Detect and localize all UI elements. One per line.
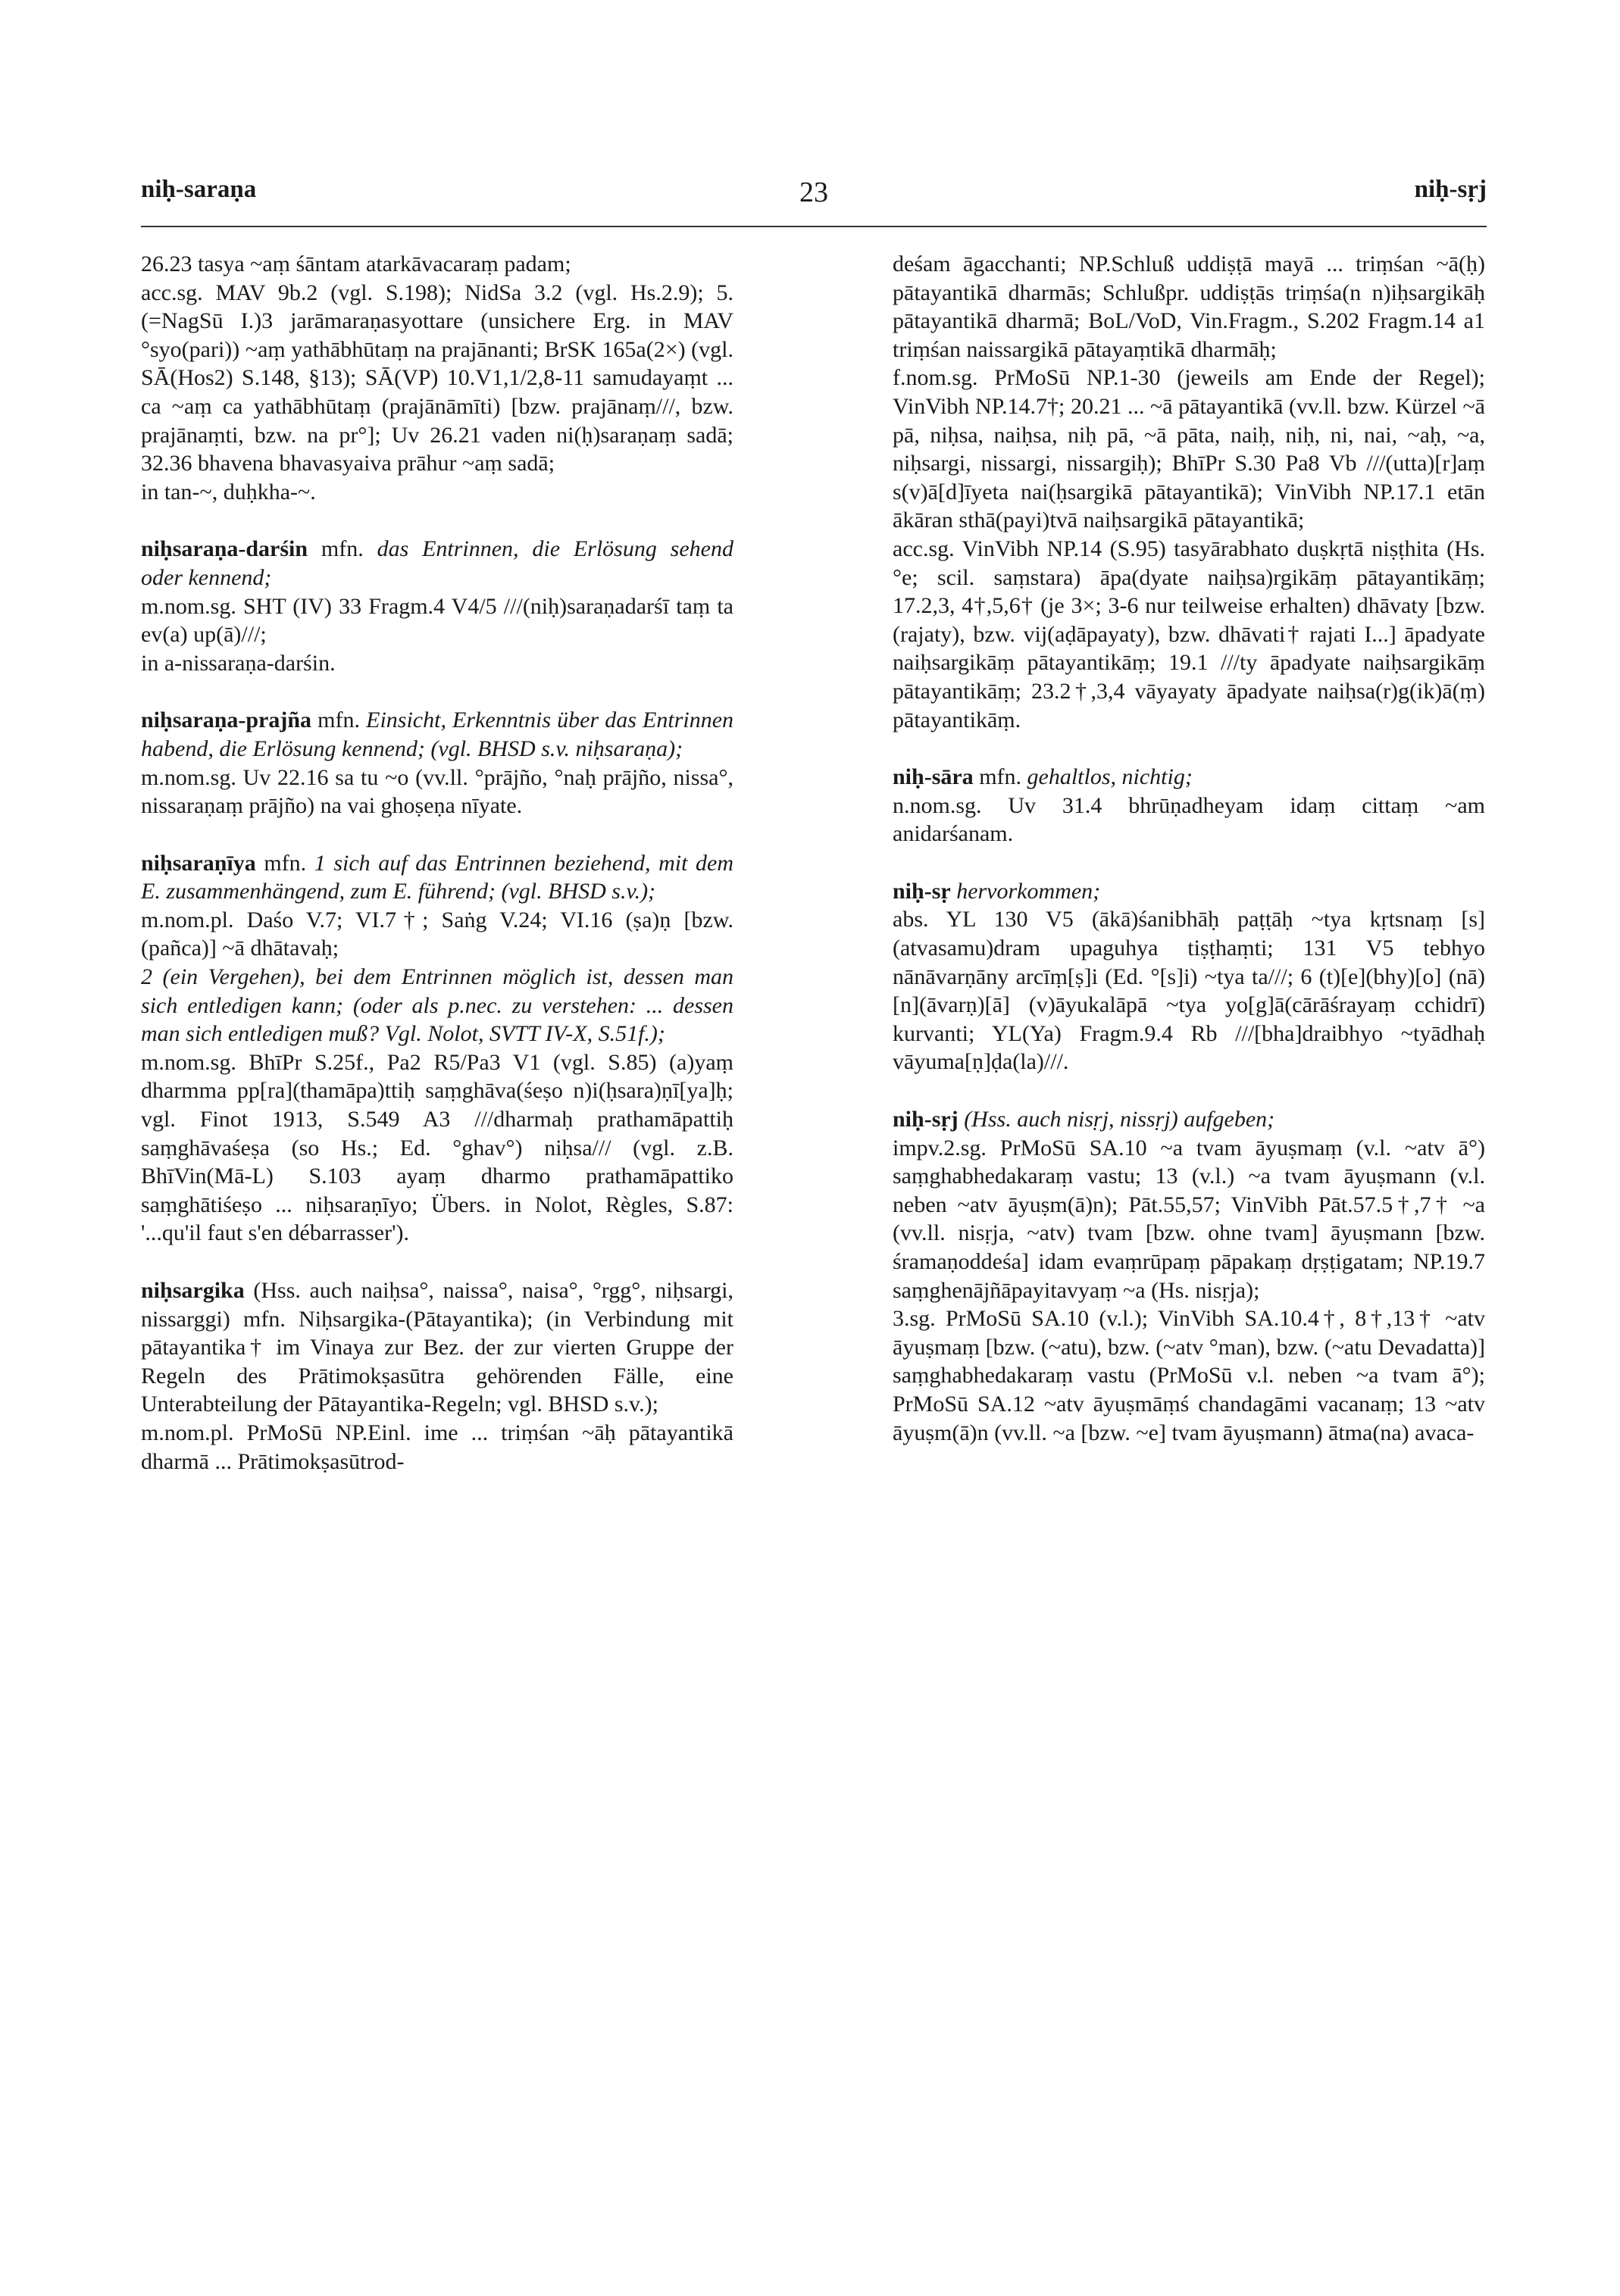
definition: (Hss. auch nisṛj, nissṛj) aufgeben; <box>964 1107 1275 1132</box>
entry-body: m.nom.pl. PrMoSū NP.Einl. ime ... triṃśan ~āḥ pātayantikā dharmā ... Prātimokṣasūtrod- <box>141 1420 733 1474</box>
entry-body: abs. YL 130 V5 (ākā)śanibhāḥ paṭṭāḥ ~tya kṛtsnaṃ [s](atvasamu)dram upaguhya tiṣṭhaṃti; 131 V5 tebhyo nānāvarṇāny arcīṃ[ṣ]i (Ed. °[s]i) ~tya ta///; 6 (t)[e](bhy)[o] (nā)[n](āvarṇ)[ā] (v)āyukalāpā ~tya yo[g]ā(cārāśrayaṃ cchidrī) kurvanti; YL(Ya) Fragm.9.4 Rb ///[bha]draibhyo ~tyādhaḥ vāyuma[ṇ]ḍa(la)///. <box>893 907 1485 1075</box>
sense-2-definition: 2 (ein Vergehen), bei dem Entrinnen möglich ist, dessen man sich entledigen kann; (oder als p.nec. zu verstehen: ... dessen man sich entledigen muß? Vgl. Nolot, SVTT IV-X, S.51f.); <box>141 964 733 1047</box>
entry-niḥ-sṛ <box>893 877 1485 906</box>
entry-body: m.nom.sg. Uv 22.16 sa tu ~o (vv.ll. °prājño, °naḥ prājño, nissa°, nissaraṇaṃ prājño) na vai ghoṣeṇa nīyate. <box>141 764 733 819</box>
headword: niḥsaraṇa-darśin <box>141 536 308 562</box>
entry-niḥsaraṇīya <box>141 849 733 906</box>
grammar-label: mfn. <box>317 708 360 733</box>
page-number: 23 <box>799 176 828 208</box>
entry-niḥsaraṇa-darśin <box>141 535 733 592</box>
headword: niḥ-sṛ <box>893 878 951 904</box>
running-head <box>141 176 1487 221</box>
entry-continuation: 26.23 tasya ~aṃ śāntam atarkāvacaraṃ padam; <box>141 251 571 276</box>
entry-niḥ-sāra <box>893 763 1485 792</box>
header-left-headword: niḥ-saraṇa <box>141 176 257 203</box>
entry-body: f.nom.sg. PrMoSū NP.1-30 (jeweils am Ende der Regel); VinVibh NP.14.7†; 20.21 ... ~ā pātayantikā (vv.ll. bzw. Kürzel ~ā pā, niḥsa, naiḥsa, niḥ pā, ~ā pāta, naiḥ, niḥ, ni, nai, ~aḥ, ~a, niḥsargi, nissargi, nissargiḥ); BhīPr S.30 Pa8 Vb ///(utta)[r]aṃ s(v)ā[d]īyeta nai(ḥsargikā pātayantikā); VinVibh NP.17.1 etān ākāran sthā(payi)tvā naiḥsargikā pātayantikā; <box>893 365 1485 533</box>
right-column <box>893 250 1485 1447</box>
spacer <box>893 1076 1485 1105</box>
entry-body: m.nom.pl. Daśo V.7; VI.7†; Saṅg V.24; VI.16 (ṣa)ṇ [bzw. (pañca)] ~ā dhātavaḥ; <box>141 907 733 961</box>
entry-niḥ-sṛj <box>893 1105 1485 1134</box>
headword: niḥsargika <box>141 1278 245 1303</box>
entry-citations: acc.sg. MAV 9b.2 (vgl. S.198); NidSa 3.2 (vgl. Hs.2.9); 5.(=NagSū I.)3 jarāmaraṇasyottare (unsichere Erg. in MAV °syo(pari)) ~aṃ yathābhūtaṃ na prajānanti; BrSK 165a(2×) (vgl. SĀ(Hos2) S.148, §13); SĀ(VP) 10.V1,1/2,8-11 samudayaṃt ... ca ~aṃ ca yathābhūtaṃ (prajānāmīti) [bzw. prajānaṃ///, bzw. prajānaṃti, bzw. na pr°]; Uv 26.21 vaden ni(ḥ)saraṇaṃ sadā; 32.36 bhavena bhavasyaiva prāhur ~aṃ sadā; <box>141 280 733 476</box>
header-rule <box>141 226 1487 227</box>
headword: niḥ-sāra <box>893 764 974 790</box>
entry-niḥsargika <box>141 1276 733 1419</box>
header-right-headword: niḥ-sṛj <box>1414 176 1487 203</box>
spacer <box>893 734 1485 763</box>
headword: niḥsaraṇīya <box>141 850 256 876</box>
spacer <box>141 1248 733 1276</box>
entry-body: impv.2.sg. PrMoSū SA.10 ~a tvam āyuṣmaṃ (v.l. ~atv ā°) saṃghabhedakaraṃ vastu; 13 (v.l.) ~a tvam āyuṣmann (v.l. neben ~atv āyuṣm(ā)n); Pāt.55,57; VinVibh Pāt.57.5†,7† ~a (vv.ll. nisṛja, ~atv) tvam [bzw. ohne tvam] āyuṣmann [bzw. śramaṇoddeśa] idam evaṃrūpaṃ pāpakaṃ dṛṣṭigatam; NP.19.7 saṃghenājñāpayitavyaṃ ~a (Hs. nisṛja); <box>893 1135 1485 1303</box>
spacer <box>141 820 733 849</box>
grammar-label: mfn. <box>321 536 364 562</box>
compound-reference: in tan-~, duḥkha-~. <box>141 479 316 504</box>
headword: niḥ-sṛj <box>893 1107 959 1132</box>
left-column <box>141 250 733 1476</box>
entry-body: m.nom.sg. BhīPr S.25f., Pa2 R5/Pa3 V1 (vgl. S.85) (a)yaṃ dharmma pp[ra](thamāpa)ttiḥ saṃghāva(śeṣo n)i(ḥsara)ṇī[ya]ḥ; vgl. Finot 1913, S.549 A3 ///dharmaḥ prathamāpattiḥ saṃghāvaśeṣa (so Hs.; Ed. °ghav°) niḥsa/// (vgl. z.B. BhīVin(Mā-L) S.103 ayaṃ dharmo prathamāpattiko saṃghātiśeṣo ... niḥsaraṇīyo; Übers. in Nolot, Règles, S.87: '...qu'il faut s'en débarrasser'). <box>141 1049 733 1246</box>
compound-reference: in a-nissaraṇa-darśin. <box>141 650 336 676</box>
definition: 1 sich auf das Entrinnen beziehend, mit dem E. zusammenhängend, zum E. führend; (vgl. BHSD s.v.); <box>141 850 734 904</box>
grammar-label: mfn. <box>264 850 307 876</box>
grammar-label: mfn. <box>979 764 1022 790</box>
definition: das Entrinnen, die Erlösung sehend oder kennend; <box>141 536 733 590</box>
entry-continuation: deśam āgacchanti; NP.Schluß uddiṣṭā mayā ... triṃśan ~ā(ḥ) pātayantikā dharmās; Schlußpr. uddiṣṭās triṃśa(n n)iḥsargikāḥ pātayantikā dharmā; BoL/VoD, Vin.Fragm., S.202 Fragm.14 a1 triṃśan naissargikā pātayaṃtikā dharmāḥ; <box>893 251 1485 362</box>
entry-body: acc.sg. VinVibh NP.14 (S.95) tasyārabhato duṣkṛtā niṣṭhita (Hs. °e; scil. saṃstara) āpa(dyate naiḥsa)rgikāṃ pātayantikāṃ; 17.2,3, 4†,5,6† (je 3×; 3-6 nur teilweise erhalten) dhāvaty [bzw. (rajaty), bzw. vij(aḍāpayaty), bzw. dhāvati† rajati I...] āpadyate naiḥsargikāṃ pātayantikāṃ; 19.1 ///ty āpadyate naiḥsargikāṃ pātayantikāṃ; 23.2†,3,4 vāyayaty āpadyate naiḥsa(r)g(ik)ā(ṃ) pātayantikāṃ. <box>893 536 1485 733</box>
spacer <box>893 848 1485 877</box>
entry-body: m.nom.sg. SHT (IV) 33 Fragm.4 V4/5 ///(niḥ)saraṇadarśī taṃ ta ev(a) up(ā)///; <box>141 593 733 648</box>
entry-body: 3.sg. PrMoSū SA.10 (v.l.); VinVibh SA.10.4†, 8†,13† ~atv āyuṣmaṃ [bzw. (~atu), bzw. (~atv °man), bzw. (~atu Devadatta)] saṃghabhedakaraṃ vastu (PrMoSū v.l. neben ~a tvam ā°); PrMoSū SA.12 ~atv āyuṣmāṃś chandagāmi vacanaṃ; 13 ~atv āyuṣm(ā)n (vv.ll. ~a [bzw. ~e] tvam āyuṣmann) ātma(na) avaca- <box>893 1306 1485 1445</box>
definition: Einsicht, Erkenntnis über das Entrinnen habend, die Erlösung kennend; (vgl. BHSD s.v. niḥsaraṇa); <box>141 708 734 761</box>
entry-niḥsaraṇa-prajña <box>141 706 733 763</box>
definition: gehaltlos, nichtig; <box>1027 764 1193 790</box>
definition: hervorkommen; <box>956 878 1101 904</box>
definition: (Hss. auch naiḥsa°, naissa°, naisa°, °rgg°, niḥsargi, nissarggi) mfn. Niḥsargika-(Pātayantika); (in Verbindung mit pātayantika† im Vinaya zur Bez. der zur vierten Gruppe der Regeln des Prātimokṣasūtra gehörenden Fälle, eine Unterabteilung der Pātayantika-Regeln; vgl. BHSD s.v.); <box>141 1278 734 1417</box>
spacer <box>141 506 733 535</box>
entry-body: n.nom.sg. Uv 31.4 bhrūṇadheyam idaṃ cittaṃ ~am anidarśanam. <box>893 792 1485 847</box>
headword: niḥsaraṇa-prajña <box>141 708 312 733</box>
spacer <box>141 677 733 706</box>
